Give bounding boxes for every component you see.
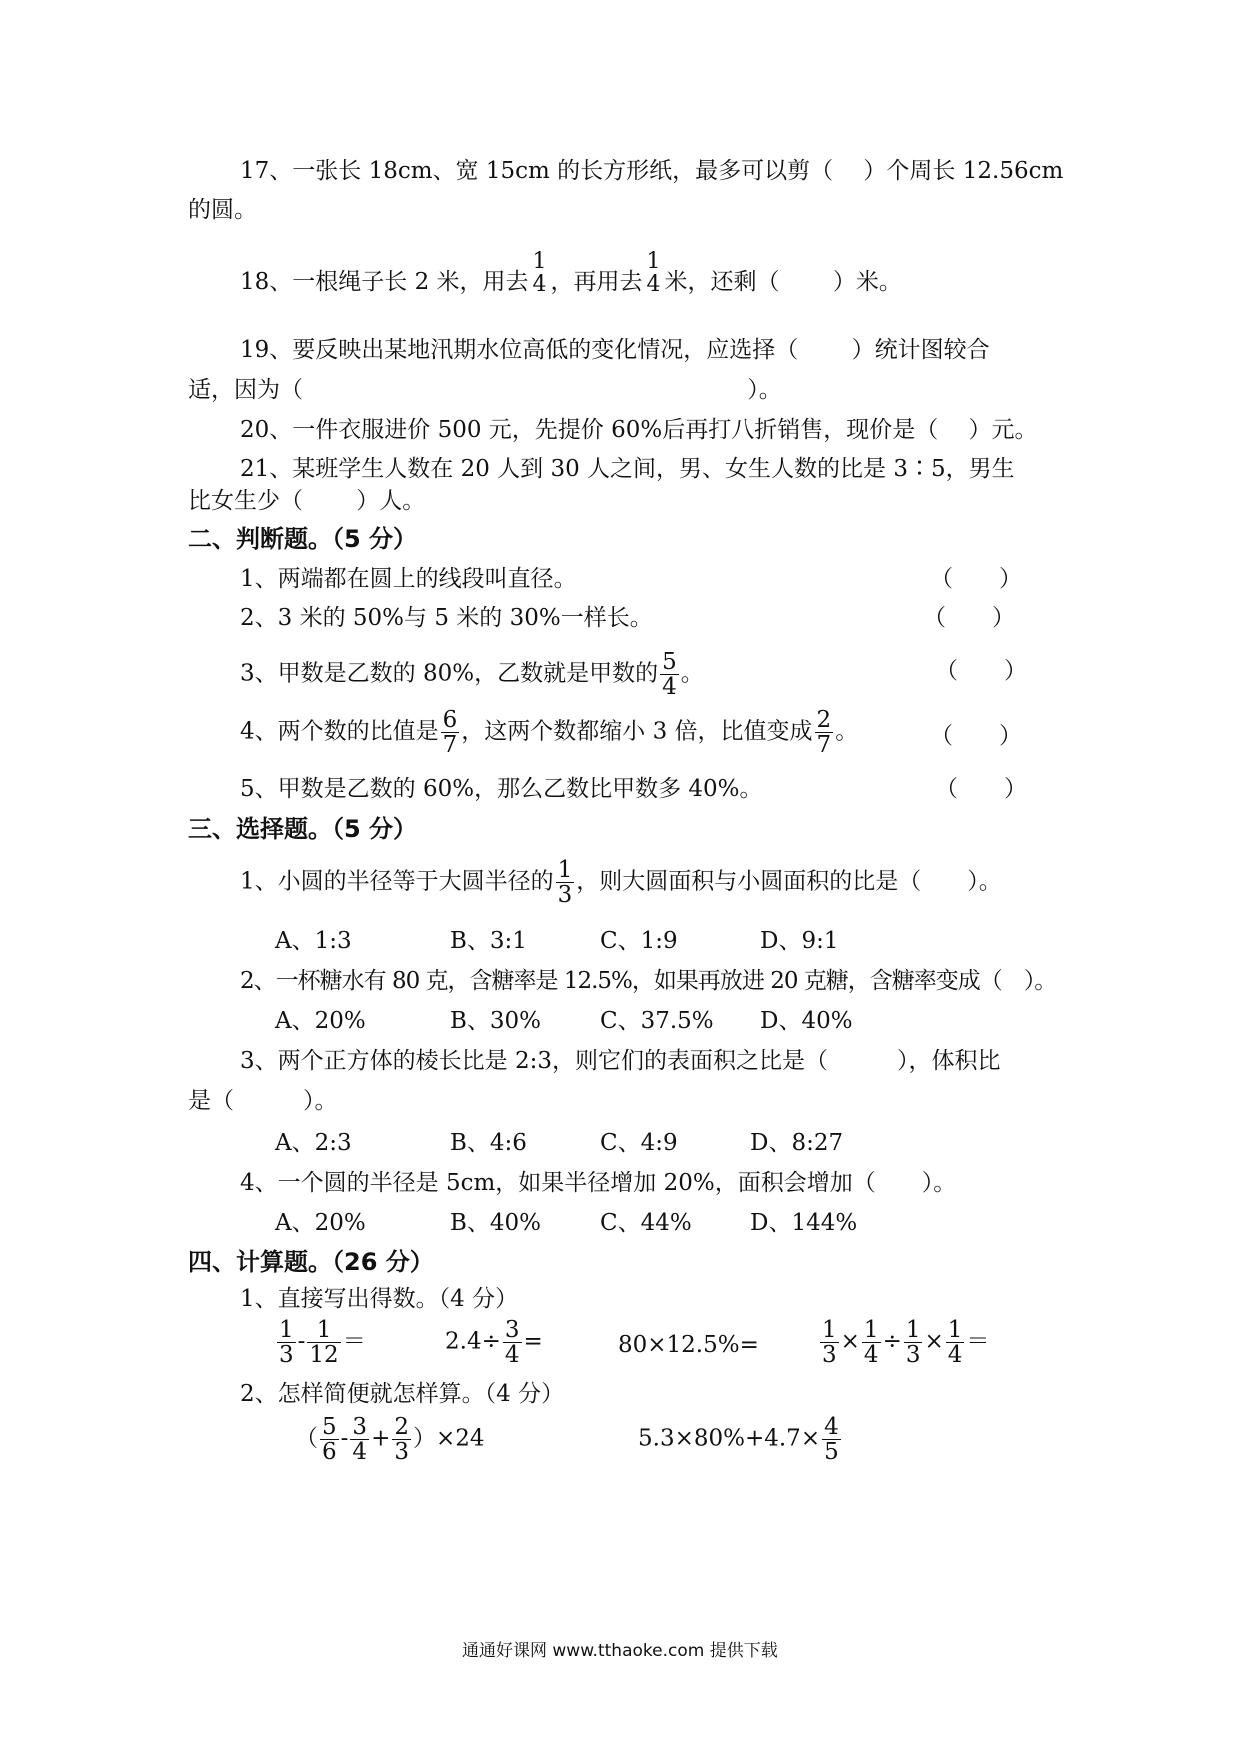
option-c[interactable]: C、1:9 <box>600 928 678 954</box>
section-title-judgement: 二、判断题。（5 分） <box>188 525 418 553</box>
q17-line1: 17、一张长 18cm、宽 15cm 的长方形纸，最多可以剪（ ）个周长 12.56cm <box>240 158 1064 184</box>
fraction: $\frac{2}{3}$ <box>394 1414 409 1466</box>
fraction: 1 4 <box>646 249 661 298</box>
option-a[interactable]: A、20% <box>275 1210 366 1236</box>
fraction: $\frac{1}{3}$ <box>279 1317 294 1369</box>
expression-2: 2.4÷ $\frac{3}{4}$ = <box>445 1317 543 1369</box>
expression-3: 80×12.5%= <box>618 1332 759 1358</box>
fraction: $\frac{1}{4}$ <box>863 1317 879 1369</box>
answer-bracket[interactable]: （ ） <box>935 776 1027 802</box>
choice-q3-line2: 是（ ）。 <box>188 1088 338 1114</box>
option-d[interactable]: D、144% <box>750 1210 858 1236</box>
option-a[interactable]: A、1:3 <box>275 928 352 954</box>
footer-credit: 通通好课网 www.tthaoke.com 提供下载 <box>462 1641 778 1661</box>
fraction: $\frac{1}{3}$ <box>557 857 573 909</box>
option-c[interactable]: C、4:9 <box>600 1130 678 1156</box>
judge-item-4: 4、两个数的比值是 $\frac{6}{7}$ ，这两个数都缩小 3 倍，比值变成 $\frac{2}{7}$ 。 <box>240 707 859 759</box>
expression-1: $\frac{1}{3}$ - $\frac{1}{12}$ ＝ <box>279 1317 366 1369</box>
expression-5: （ $\frac{5}{6}$ - $\frac{3}{4}$ + $\frac{2}{3}$ ）×24 <box>295 1414 485 1466</box>
answer-bracket[interactable]: （ ） <box>930 723 1022 749</box>
fraction: $\frac{1}{3}$ <box>822 1317 837 1369</box>
fraction: $\frac{6}{7}$ <box>442 707 458 759</box>
judge-item-1: 1、两端都在圆上的线段叫直径。 <box>240 566 577 592</box>
q17-line2: 的圆。 <box>188 197 257 223</box>
option-d[interactable]: D、40% <box>760 1008 853 1034</box>
option-a[interactable]: A、20% <box>275 1008 366 1034</box>
fraction: $\frac{2}{7}$ <box>816 707 832 759</box>
option-d[interactable]: D、9:1 <box>760 928 839 954</box>
choice-q4: 4、一个圆的半径是 5cm，如果半径增加 20%，面积会增加（ ）。 <box>240 1170 957 1196</box>
q21-line1: 21、某班学生人数在 20 人到 30 人之间，男、女生人数的比是 3∶5，男生 <box>240 456 1015 482</box>
option-d[interactable]: D、8:27 <box>750 1130 844 1156</box>
answer-bracket[interactable]: （ ） <box>923 605 1015 631</box>
section-title-choice: 三、选择题。（5 分） <box>188 815 418 843</box>
choice-q3-options <box>275 1132 843 1155</box>
calc-q1-title: 1、直接写出得数。（4 分） <box>240 1286 519 1312</box>
choice-q1-options <box>275 930 838 953</box>
fraction: $\frac{4}{5}$ <box>824 1414 839 1466</box>
q20: 20、一件衣服进价 500 元，先提价 60%后再打八折销售，现价是（ ）元。 <box>240 417 1038 443</box>
judge-item-3: 3、甲数是乙数的 80%，乙数就是甲数的 $\frac{5}{4}$ 。 <box>240 649 704 701</box>
fraction: $\frac{1}{12}$ <box>309 1317 339 1369</box>
option-c[interactable]: C、37.5% <box>600 1008 714 1034</box>
option-a[interactable]: A、2:3 <box>275 1130 352 1156</box>
fraction: $\frac{5}{6}$ <box>322 1414 337 1466</box>
choice-q2: 2、一杯糖水有 80 克，含糖率是 12.5%，如果再放进 20 克糖，含糖率变成（ ）。 <box>240 968 1057 994</box>
q18: 18、一根绳子长 2 米，用去 1 4 ，再用去 1 4 米，还剩（ ）米。 <box>240 249 902 298</box>
fraction: $\frac{5}{4}$ <box>662 649 677 701</box>
fraction: $\frac{3}{4}$ <box>352 1414 368 1466</box>
expression-6: 5.3×80%+4.7× $\frac{4}{5}$ <box>638 1414 839 1466</box>
answer-bracket[interactable]: （ ） <box>930 566 1022 592</box>
fraction: $\frac{3}{4}$ <box>504 1317 520 1369</box>
answer-bracket[interactable]: （ ） <box>935 658 1027 684</box>
fraction: $\frac{1}{3}$ <box>905 1317 921 1369</box>
option-b[interactable]: B、3:1 <box>450 928 527 954</box>
expression-4: $\frac{1}{3}$ × $\frac{1}{4}$ ÷ $\frac{1}{3}$ × $\frac{1}{4}$ ＝ <box>822 1317 990 1369</box>
option-b[interactable]: B、4:6 <box>450 1130 527 1156</box>
option-c[interactable]: C、44% <box>600 1210 692 1236</box>
judge-item-2: 2、3 米的 50%与 5 米的 30%一样长。 <box>240 605 653 631</box>
choice-q3-line1: 3、两个正方体的棱长比是 2:3，则它们的表面积之比是（ ），体积比 <box>240 1048 1001 1074</box>
fraction: $\frac{1}{4}$ <box>947 1317 963 1369</box>
q19-line1: 19、要反映出某地汛期水位高低的变化情况，应选择（ ）统计图较合 <box>240 337 990 363</box>
q21-line2: 比女生少（ ）人。 <box>188 488 426 514</box>
calc-q2-title: 2、怎样简便就怎样算。（4 分） <box>240 1381 565 1407</box>
fraction: 1 4 <box>532 249 547 298</box>
choice-q1: 1、小圆的半径等于大圆半径的 $\frac{1}{3}$ ，则大圆面积与小圆面积的比是（ ）。 <box>240 857 1002 909</box>
option-b[interactable]: B、30% <box>450 1008 542 1034</box>
section-title-calculation: 四、计算题。（26 分） <box>188 1248 434 1276</box>
judge-item-5: 5、甲数是乙数的 60%，那么乙数比甲数多 40%。 <box>240 776 763 802</box>
q19-line2: 适，因为（ ）。 <box>188 377 782 403</box>
choice-q2-options <box>275 1010 853 1033</box>
option-b[interactable]: B、40% <box>450 1210 542 1236</box>
choice-q4-options <box>275 1212 857 1235</box>
